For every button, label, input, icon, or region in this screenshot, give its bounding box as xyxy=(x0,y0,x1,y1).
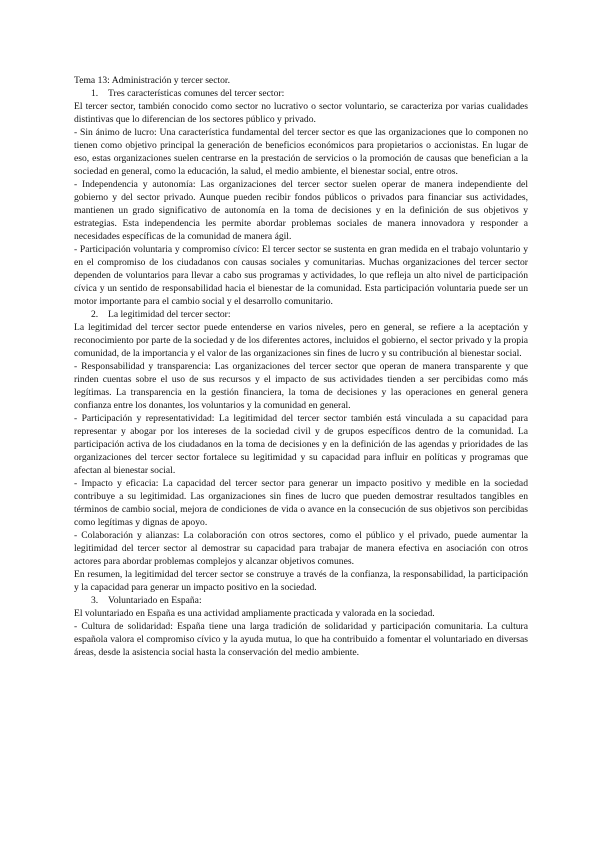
section-heading-text: Tres características comunes del tercer sector: xyxy=(108,88,285,99)
paragraph: - Participación y representatividad: La legitimidad del tercer sector también está vinculada a su capacidad para representar y abogar por los intereses de la sociedad civil y de grupos específicos dentro de la comunidad. La participación activa de los ciudadanos en la toma de decisiones y en la definición de las agendas y prioridades de las organizaciones del tercer sector fortalece su legitimidad y su capacidad para influir en políticas y programas que afectan al bienestar social. xyxy=(74,413,528,476)
paragraph: El tercer sector, también conocido como sector no lucrativo o sector voluntario, se caracteriza por varias cualidades distintivas que lo diferencian de los sectores público y privado. xyxy=(74,101,528,125)
paragraph: - Responsabilidad y transparencia: Las organizaciones del tercer sector que operan de manera transparente y que rinden cuentas sobre el uso de sus recursos y el impacto de sus actividades tienden a ser percibidas como más legítimas. La transparencia en la gestión financiera, la toma de decisiones y las operaciones en general genera confianza entre los donantes, los voluntarios y la comunidad en general. xyxy=(74,361,528,411)
section-heading-text: La legitimidad del tercer sector: xyxy=(108,309,231,320)
paragraph: - Participación voluntaria y compromiso cívico: El tercer sector se sustenta en gran medida en el trabajo voluntario y en el compromiso de los ciudadanos con causas sociales y comunitarias. Muchas organizaciones del tercer sector dependen de voluntarios para llevar a cabo sus programas y actividades, lo que refleja un alto nivel de participación cívica y un sentido de responsabilidad hacia el bienestar de la comunidad. Esta participación voluntaria puede ser un motor importante para el cambio social y el desarrollo comunitario. xyxy=(74,244,528,307)
paragraph: La legitimidad del tercer sector puede entenderse en varios niveles, pero en general, se refiere a la aceptación y reconocimiento por parte de la sociedad y de los diferentes actores, incluidos el gobierno, el sector privado y la propia comunidad, de la importancia y el valor de las organizaciones sin fines de lucro y su contribución al bienestar social. xyxy=(74,322,528,359)
section-heading-text: Voluntariado en España: xyxy=(108,595,202,606)
paragraph: - Impacto y eficacia: La capacidad del tercer sector para generar un impacto positivo y medible en la sociedad contribuye a su legitimidad. Las organizaciones sin fines de lucro que pueden demostrar resultados tangibles en términos de cambio social, mejora de condiciones de vida o avance en la consecución de sus objetivos son percibidas como legítimas y dignas de apoyo. xyxy=(74,478,528,528)
section-heading xyxy=(74,308,528,321)
section-heading xyxy=(74,594,528,607)
section-heading xyxy=(74,87,528,100)
paragraph: En resumen, la legitimidad del tercer sector se construye a través de la confianza, la responsabilidad, la participación y la capacidad para generar un impacto positivo en la sociedad. xyxy=(74,569,528,593)
section-number: 3. xyxy=(91,595,99,606)
section-number: 1. xyxy=(91,88,99,99)
document-title: Tema 13: Administración y tercer sector. xyxy=(74,75,230,86)
paragraph: - Colaboración y alianzas: La colaboración con otros sectores, como el público y el privado, puede aumentar la legitimidad del tercer sector al demostrar su capacidad para trabajar de manera efectiva en asociación con otros actores para abordar problemas complejos y alcanzar objetivos comunes. xyxy=(74,530,528,567)
paragraph: El voluntariado en España es una actividad ampliamente practicada y valorada en la sociedad. xyxy=(74,608,435,619)
section-number: 2. xyxy=(91,309,99,320)
paragraph: - Cultura de solidaridad: España tiene una larga tradición de solidaridad y participación comunitaria. La cultura española valora el compromiso cívico y la ayuda mutua, lo que ha contribuido a fomentar el voluntariado en diversas áreas, desde la asistencia social hasta la conservación del medio ambiente. xyxy=(74,621,528,658)
paragraph: - Sin ánimo de lucro: Una característica fundamental del tercer sector es que las organizaciones que lo componen no tienen como objetivo principal la generación de beneficios económicos para propietarios o accionistas. En lugar de eso, estas organizaciones suelen centrarse en la prestación de servicios o la promoción de causas que benefician a la sociedad en general, como la educación, la salud, el medio ambiente, el bienestar social, entre otros. xyxy=(74,127,528,177)
paragraph: - Independencia y autonomía: Las organizaciones del tercer sector suelen operar de manera independiente del gobierno y del sector privado. Aunque pueden recibir fondos públicos o privados para financiar sus actividades, mantienen un grado significativo de autonomía en la toma de decisiones y en la definición de sus objetivos y estrategias. Esta independencia les permite abordar problemas sociales de manera innovadora y responder a necesidades específicas de la comunidad de manera ágil. xyxy=(74,179,528,242)
